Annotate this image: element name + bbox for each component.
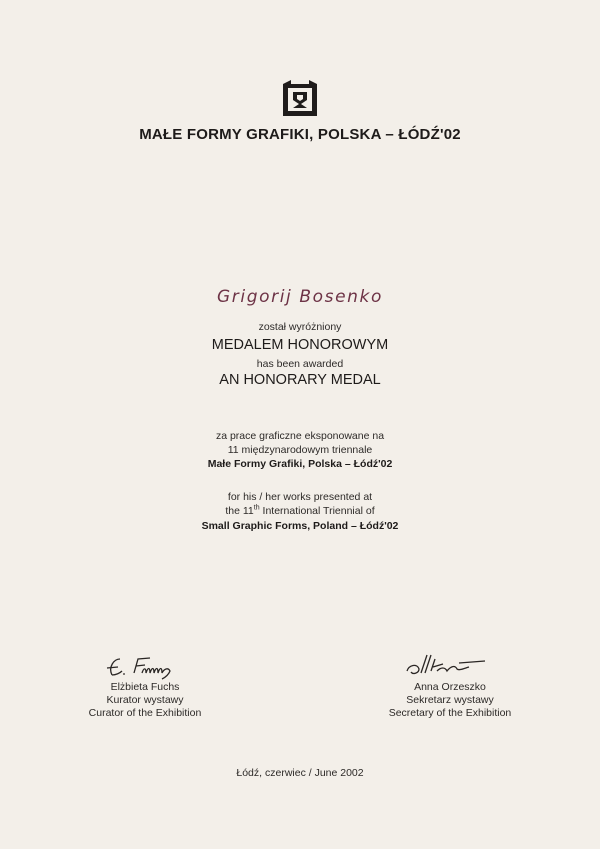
award-intro-pl: został wyróżniony: [258, 321, 342, 333]
english-text-line-2: [0, 505, 600, 517]
secretary-signature: [395, 651, 505, 681]
certificate-title: MAŁE FORMY GRAFIKI, POLSKA – ŁÓDŹ'02: [139, 126, 461, 143]
polish-event-name: Małe Formy Grafiki, Polska – Łódź'02: [207, 458, 393, 470]
ordinal-suffix: th: [253, 504, 260, 512]
english-text-line-2-end: International Triennial of: [259, 505, 375, 517]
secretary-name: Anna Orzeszko: [414, 681, 486, 693]
recipient-name: Grigorij Bosenko: [217, 287, 383, 307]
curator-signature: [90, 651, 200, 681]
award-title-en: AN HONORARY MEDAL: [219, 372, 381, 388]
secretary-signature-block: [350, 651, 550, 720]
curator-role-pl: Kurator wystawy: [106, 694, 184, 706]
award-title-pl: MEDALEM HONOROWYM: [211, 337, 389, 353]
curator-name: Elżbieta Fuchs: [110, 681, 180, 693]
place-and-date: Łódź, czerwiec / June 2002: [236, 767, 364, 779]
secretary-role-en: Secretary of the Exhibition: [388, 707, 512, 719]
polish-text-line-1: za prace graficzne eksponowane na: [215, 430, 385, 442]
curator-role-en: Curator of the Exhibition: [88, 707, 202, 719]
english-text-line-2-start: the 11: [225, 505, 254, 517]
triennial-logo-icon: [281, 78, 319, 118]
polish-text-line-2: 11 międzynarodowym triennale: [227, 444, 373, 456]
curator-signature-block: [40, 651, 250, 720]
english-event-name: Small Graphic Forms, Poland – Łódź'02: [201, 520, 399, 532]
award-intro-en: has been awarded: [256, 358, 344, 370]
secretary-role-pl: Sekretarz wystawy: [406, 694, 494, 706]
english-text-line-1: for his / her works presented at: [227, 491, 373, 503]
